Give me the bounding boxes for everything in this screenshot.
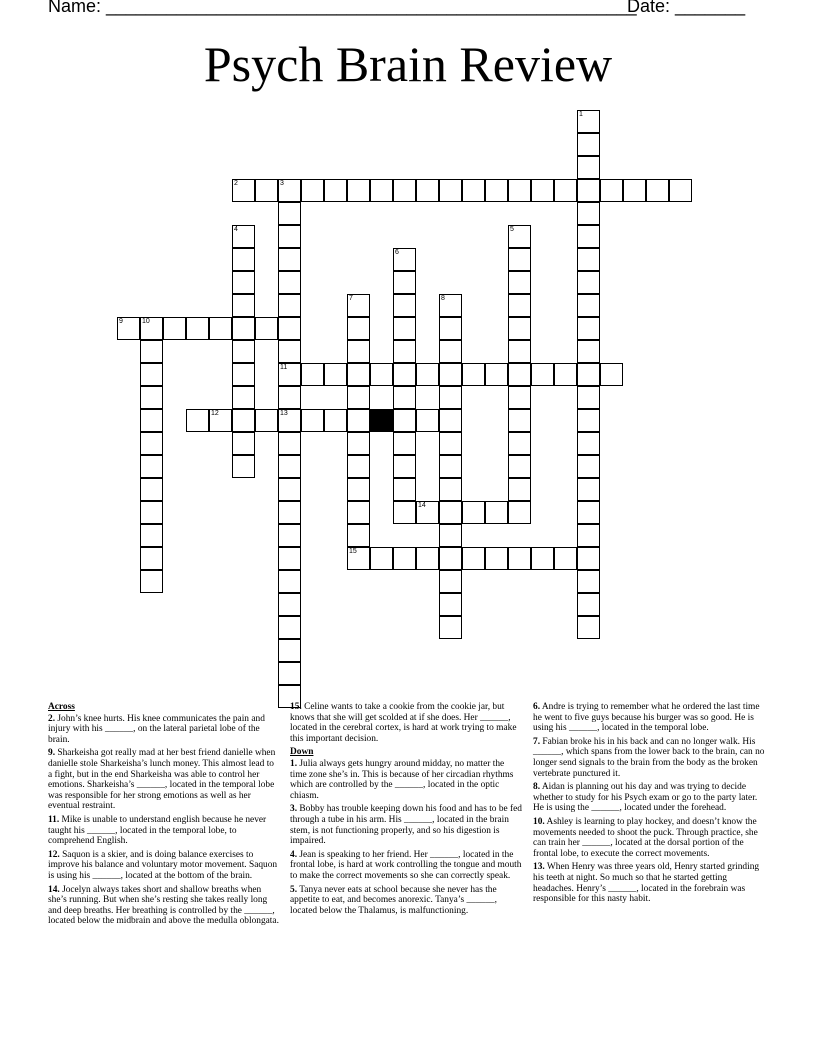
grid-cell[interactable]	[255, 317, 278, 340]
grid-cell[interactable]	[278, 501, 301, 524]
grid-cell[interactable]	[232, 317, 255, 340]
grid-cell[interactable]	[577, 225, 600, 248]
grid-cell[interactable]	[416, 547, 439, 570]
grid-cell[interactable]	[577, 570, 600, 593]
clue-across-9	[48, 748, 280, 812]
grid-cell[interactable]	[462, 179, 485, 202]
grid-cell[interactable]	[577, 294, 600, 317]
grid-cell[interactable]	[255, 179, 278, 202]
grid-cell[interactable]	[278, 340, 301, 363]
clue-text: Sharkeisha got really mad at her best friend danielle when danielle stole Sharkeisha’s lunch money. This almost lead to a fight, but in the end Sharkeisha was able to control her emotions. Sharkeisha’s ______, located in the temporal lobe was responsible for her strong emotions as well as her eventual restraint.	[48, 748, 276, 812]
down-heading: Down	[290, 747, 314, 758]
page-title: Psych Brain Review	[203, 36, 613, 92]
grid-cell[interactable]	[186, 409, 209, 432]
grid-cell[interactable]	[577, 248, 600, 271]
clue-number-label: 10	[142, 318, 150, 325]
grid-cell[interactable]	[278, 294, 301, 317]
grid-cell[interactable]	[140, 501, 163, 524]
grid-cell[interactable]	[117, 317, 140, 340]
grid-cell[interactable]	[232, 455, 255, 478]
clue-text: Tanya never eats at school because she never has the appetite to eat, and becomes anorexic. Tanya’s ______, located below the Thalamus, is malfunctioning.	[290, 884, 497, 916]
grid-cell[interactable]	[278, 547, 301, 570]
grid-cell[interactable]	[186, 317, 209, 340]
grid-cell[interactable]	[347, 340, 370, 363]
grid-cell[interactable]	[163, 317, 186, 340]
clue-across-12	[48, 850, 280, 882]
grid-cell[interactable]	[600, 179, 623, 202]
clue-down-8	[533, 782, 765, 814]
clue-text: Aidan is planning out his day and was trying to decide whether to study for his Psych exam or go to the party later. He is using the ______, located under the forehead.	[533, 782, 758, 814]
clue-number-label: 12	[211, 410, 219, 417]
grid-cell[interactable]	[301, 179, 324, 202]
clue-text: Fabian broke his in his back and can no longer walk. His ______, which spans from the lower back to the brain, can no longer send signals to the brain from the body as the broken vertebrate punctured it.	[533, 736, 765, 779]
grid-cell[interactable]	[577, 501, 600, 524]
grid-cell[interactable]	[278, 179, 301, 202]
grid-cell[interactable]	[393, 432, 416, 455]
grid-cell[interactable]	[278, 593, 301, 616]
clue-number-label: 5	[510, 226, 514, 233]
clue-text: Bobby has trouble keeping down his food and has to be fed through a tube in his arm. His ______, located in the brain stem, is not functioning properly, and so his digestion is impaired.	[290, 804, 522, 847]
grid-cell[interactable]	[439, 616, 462, 639]
grid-cell[interactable]	[140, 432, 163, 455]
grid-cell[interactable]	[439, 501, 462, 524]
clue-number-label: 15	[349, 548, 357, 555]
grid-cell[interactable]	[278, 248, 301, 271]
grid-cell[interactable]	[554, 363, 577, 386]
clue-number: 8.	[533, 782, 541, 793]
grid-cell[interactable]	[278, 225, 301, 248]
clue-number-label: 3	[280, 180, 284, 187]
grid-cell[interactable]	[347, 409, 370, 432]
grid-cell[interactable]	[393, 455, 416, 478]
grid-cell[interactable]	[508, 271, 531, 294]
clues-column-2	[290, 702, 522, 919]
clue-number: 4.	[290, 849, 298, 860]
grid-cell[interactable]	[278, 432, 301, 455]
grid-cell[interactable]	[577, 478, 600, 501]
grid-cell[interactable]	[393, 386, 416, 409]
grid-cell[interactable]	[278, 317, 301, 340]
clue-down-5	[290, 885, 522, 917]
clue-number: 5.	[290, 884, 298, 895]
grid-cell[interactable]	[370, 179, 393, 202]
grid-cell[interactable]	[347, 455, 370, 478]
grid-cell[interactable]	[232, 294, 255, 317]
grid-cell[interactable]	[278, 386, 301, 409]
grid-cell[interactable]	[462, 363, 485, 386]
grid-cell[interactable]	[347, 317, 370, 340]
clue-number: 9.	[48, 748, 56, 759]
grid-cell[interactable]	[577, 524, 600, 547]
grid-cell[interactable]	[646, 179, 669, 202]
clue-number: 10.	[533, 816, 545, 827]
grid-cell[interactable]	[278, 455, 301, 478]
clue-down-1	[290, 759, 522, 801]
grid-cell[interactable]	[439, 179, 462, 202]
grid-cell[interactable]	[577, 386, 600, 409]
date-field[interactable]: Date: _______	[627, 0, 746, 16]
grid-cell[interactable]	[140, 317, 163, 340]
grid-cell[interactable]	[554, 179, 577, 202]
grid-cell[interactable]	[554, 547, 577, 570]
clue-number-label: 6	[395, 249, 399, 256]
grid-cell[interactable]	[347, 501, 370, 524]
clue-number-label: 14	[418, 502, 426, 509]
grid-cell[interactable]	[531, 363, 554, 386]
grid-cell[interactable]	[140, 363, 163, 386]
clue-text: Mike is unable to understand english because he never taught his ______, located in the temporal lobe, to comprehend English.	[48, 814, 267, 847]
grid-cell[interactable]	[577, 317, 600, 340]
grid-cell[interactable]	[508, 386, 531, 409]
grid-cell[interactable]	[347, 294, 370, 317]
grid-cell[interactable]	[232, 271, 255, 294]
clue-number: 13.	[533, 862, 545, 873]
clue-text: Celine wants to take a cookie from the cookie jar, but knows that she will get scolded at if she does. Her ______, located in the cerebral cortex, is hard at work trying to make this important decision.	[290, 702, 517, 744]
grid-cell[interactable]	[508, 432, 531, 455]
grid-cell[interactable]	[439, 386, 462, 409]
grid-cell[interactable]	[508, 248, 531, 271]
grid-cell[interactable]	[508, 501, 531, 524]
grid-cell[interactable]	[347, 179, 370, 202]
grid-cell[interactable]	[462, 547, 485, 570]
clue-number: 6.	[533, 702, 541, 712]
grid-cell[interactable]	[278, 570, 301, 593]
grid-cell[interactable]	[255, 409, 278, 432]
clue-down-6	[533, 702, 765, 734]
grid-cell[interactable]	[347, 386, 370, 409]
clue-across-11	[48, 815, 280, 847]
grid-cell[interactable]	[232, 340, 255, 363]
clue-number: 3.	[290, 804, 298, 815]
grid-cell[interactable]	[416, 501, 439, 524]
grid-cell[interactable]	[577, 593, 600, 616]
grid-cell[interactable]	[577, 156, 600, 179]
clue-number-label: 13	[280, 410, 288, 417]
grid-cell[interactable]	[485, 363, 508, 386]
grid-cell[interactable]	[301, 363, 324, 386]
clue-text: Saquon is a skier, and is doing balance exercises to improve his balance and voluntary motor movement. Saquon is using his ______, located at the bottom of the brain.	[48, 849, 278, 881]
grid-cell[interactable]	[577, 616, 600, 639]
grid-cell[interactable]	[209, 409, 232, 432]
grid-cell[interactable]	[439, 432, 462, 455]
grid-cell[interactable]	[140, 570, 163, 593]
grid-cell[interactable]	[508, 547, 531, 570]
grid-cell[interactable]	[577, 432, 600, 455]
grid-cell[interactable]	[508, 409, 531, 432]
grid-cell[interactable]	[393, 317, 416, 340]
clue-text: Ashley is learning to play hockey, and doesn’t know the movements needed to shoot the puck. Through practice, she can train her ______, located at the dorsal portion of the frontal lobe, to execute the correct movements.	[533, 816, 758, 859]
grid-cell[interactable]	[508, 340, 531, 363]
clue-number-label: 4	[234, 226, 238, 233]
grid-cell[interactable]	[278, 363, 301, 386]
grid-cell[interactable]	[393, 294, 416, 317]
grid-cell[interactable]	[278, 202, 301, 225]
grid-cell[interactable]	[232, 225, 255, 248]
name-field[interactable]: Name: _____________________________________________________	[48, 0, 637, 16]
clue-number: 2.	[48, 713, 56, 724]
grid-cell[interactable]	[416, 363, 439, 386]
clue-number: 1.	[290, 758, 298, 769]
grid-cell[interactable]	[140, 524, 163, 547]
grid-cell[interactable]	[393, 547, 416, 570]
grid-cell[interactable]	[393, 363, 416, 386]
clue-across-15	[290, 702, 522, 744]
grid-cell[interactable]	[439, 455, 462, 478]
grid-cell[interactable]	[577, 363, 600, 386]
grid-cell[interactable]	[393, 271, 416, 294]
grid-cell[interactable]	[140, 478, 163, 501]
clue-number-label: 7	[349, 295, 353, 302]
grid-cell[interactable]	[623, 179, 646, 202]
grid-cell[interactable]	[278, 271, 301, 294]
grid-cell[interactable]	[278, 478, 301, 501]
grid-cell[interactable]	[577, 179, 600, 202]
grid-cell[interactable]	[439, 547, 462, 570]
grid-cell[interactable]	[416, 179, 439, 202]
grid-cell[interactable]	[278, 524, 301, 547]
grid-cell[interactable]	[278, 616, 301, 639]
grid-cell[interactable]	[393, 478, 416, 501]
grid-cell[interactable]	[439, 294, 462, 317]
grid-cell[interactable]	[232, 179, 255, 202]
grid-cell[interactable]	[577, 271, 600, 294]
grid-cell[interactable]	[508, 363, 531, 386]
clue-number-label: 1	[579, 111, 583, 118]
grid-cell[interactable]	[232, 248, 255, 271]
grid-cell[interactable]	[508, 294, 531, 317]
clue-number: 7.	[533, 736, 541, 747]
grid-cell[interactable]	[577, 455, 600, 478]
clues-column-3	[533, 702, 765, 908]
grid-cell[interactable]	[600, 363, 623, 386]
grid-cell[interactable]	[577, 409, 600, 432]
clue-across-2	[48, 714, 280, 746]
grid-cell[interactable]	[577, 547, 600, 570]
grid-cell[interactable]	[485, 547, 508, 570]
grid-cell[interactable]	[278, 409, 301, 432]
grid-cell[interactable]	[439, 524, 462, 547]
clue-down-4	[290, 850, 522, 882]
grid-cell[interactable]	[439, 317, 462, 340]
clue-number: 11.	[48, 814, 60, 825]
grid-cell[interactable]	[232, 409, 255, 432]
grid-cell[interactable]	[439, 363, 462, 386]
grid-cell[interactable]	[278, 662, 301, 685]
clues-column-1	[48, 702, 280, 930]
grid-cell[interactable]	[393, 248, 416, 271]
grid-cell[interactable]	[577, 110, 600, 133]
grid-cell[interactable]	[140, 340, 163, 363]
grid-cell[interactable]	[393, 501, 416, 524]
grid-cell[interactable]	[324, 409, 347, 432]
grid-cell[interactable]	[140, 386, 163, 409]
clue-number-label: 11	[280, 364, 288, 371]
across-heading: Across	[48, 702, 75, 712]
grid-cell[interactable]	[278, 639, 301, 662]
grid-cell[interactable]	[232, 386, 255, 409]
clue-number-label: 9	[119, 318, 123, 325]
clue-down-7	[533, 737, 765, 779]
grid-cell[interactable]	[140, 547, 163, 570]
grid-cell[interactable]	[209, 317, 232, 340]
clue-text: Julia always gets hungry around midday, no matter the time zone she’s in. This is because of her circadian rhythms which are controlled by the ______, located in the optic chiasm.	[290, 758, 514, 801]
grid-cell[interactable]	[324, 179, 347, 202]
grid-cell[interactable]	[347, 547, 370, 570]
clue-text: John’s knee hurts. His knee communicates the pain and injury with his ______, on the lateral parietal lobe of the brain.	[48, 713, 265, 745]
grid-cell[interactable]	[485, 179, 508, 202]
grid-cell[interactable]	[347, 432, 370, 455]
grid-cell[interactable]	[232, 432, 255, 455]
grid-cell[interactable]	[232, 363, 255, 386]
clue-text: Jocelyn always takes short and shallow breaths when she’s running. But when she’s resting she takes really long and deep breaths. Her breathing is controlled by the ______, located below the midbrain and above the medulla oblongata.	[48, 884, 279, 927]
grid-cell[interactable]	[393, 409, 416, 432]
grid-cell[interactable]	[485, 501, 508, 524]
grid-cell[interactable]	[140, 455, 163, 478]
grid-cell[interactable]	[508, 225, 531, 248]
grid-cell[interactable]	[508, 478, 531, 501]
grid-cell[interactable]	[370, 547, 393, 570]
clue-down-10	[533, 817, 765, 859]
grid-cell[interactable]	[531, 179, 554, 202]
grid-cell[interactable]	[393, 179, 416, 202]
grid-cell[interactable]	[370, 363, 393, 386]
grid-cell[interactable]	[416, 409, 439, 432]
grid-cell[interactable]	[508, 455, 531, 478]
clue-text: Andre is trying to remember what he ordered the last time he went to five guys because his burger was so good. He is using his ______, located in the temporal lobe.	[533, 702, 760, 734]
grid-cell[interactable]	[577, 133, 600, 156]
grid-cell[interactable]	[531, 547, 554, 570]
clue-text: Jean is speaking to her friend. Her ______, located in the frontal lobe, is hard at work controlling the tongue and mouth to make the correct movements so she can correctly speak.	[290, 849, 522, 881]
grid-cell[interactable]	[301, 409, 324, 432]
clue-text: When Henry was three years old, Henry started grinding his teeth at night. So much so that he started getting headaches. Henry’s ______, located in the forebrain was responsible for this nasty habit.	[533, 862, 760, 905]
clue-number: 12.	[48, 849, 60, 860]
grid-cell[interactable]	[393, 340, 416, 363]
clue-across-14	[48, 885, 280, 927]
grid-cell[interactable]	[508, 317, 531, 340]
black-square	[370, 409, 393, 432]
clue-number: 15.	[290, 702, 302, 712]
clue-number-label: 2	[234, 180, 238, 187]
grid-cell[interactable]	[669, 179, 692, 202]
clue-number-label: 8	[441, 295, 445, 302]
grid-cell[interactable]	[347, 524, 370, 547]
grid-cell[interactable]	[439, 570, 462, 593]
grid-cell[interactable]	[577, 340, 600, 363]
grid-cell[interactable]	[439, 409, 462, 432]
grid-cell[interactable]	[577, 202, 600, 225]
grid-cell[interactable]	[439, 593, 462, 616]
clue-number: 14.	[48, 884, 60, 895]
grid-cell[interactable]	[140, 409, 163, 432]
grid-cell[interactable]	[439, 478, 462, 501]
grid-cell[interactable]	[347, 478, 370, 501]
grid-cell[interactable]	[347, 363, 370, 386]
clue-down-3	[290, 804, 522, 846]
grid-cell[interactable]	[324, 363, 347, 386]
clue-down-13	[533, 862, 765, 904]
grid-cell[interactable]	[439, 340, 462, 363]
grid-cell[interactable]	[462, 501, 485, 524]
grid-cell[interactable]	[508, 179, 531, 202]
